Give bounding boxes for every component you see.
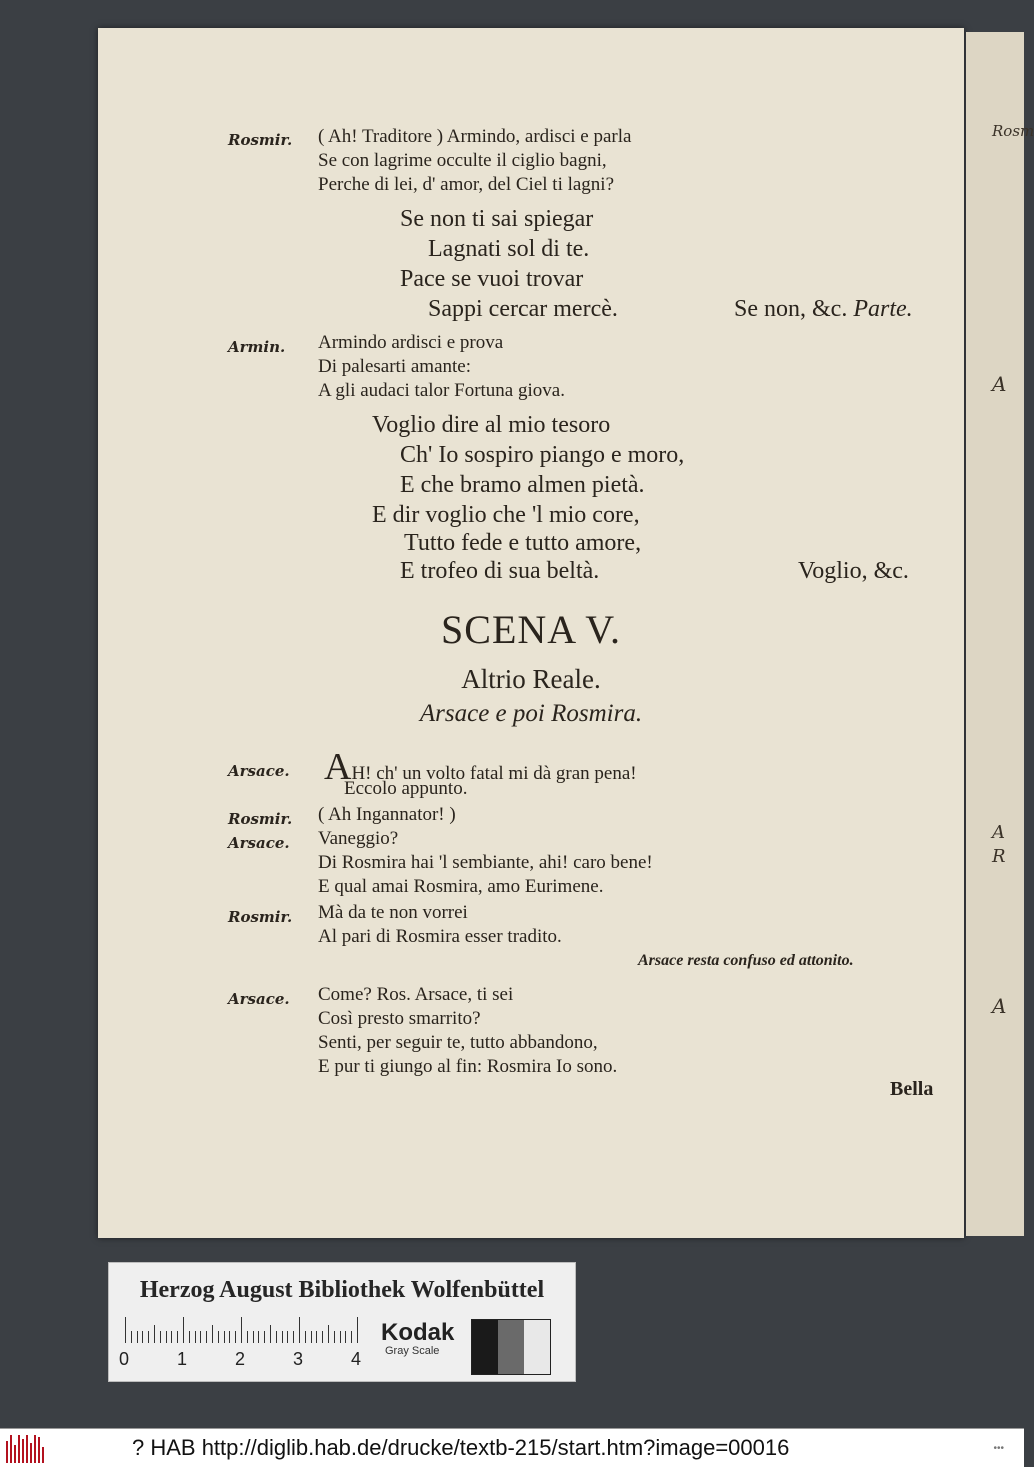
verse-line: Armindo ardisci e prova: [318, 332, 504, 353]
ruler-tick: [189, 1331, 190, 1343]
ruler-tick: [171, 1331, 172, 1343]
dialogue-text: H! ch' un volto fatal mi dà gran pena!: [351, 763, 637, 784]
ruler-tick: [235, 1331, 236, 1343]
scale-number: 1: [177, 1349, 188, 1369]
dialogue-line: Così presto smarrito?: [318, 1008, 481, 1029]
ruler-tick: [305, 1331, 306, 1343]
ruler-tick: [351, 1331, 352, 1343]
ruler-tick: [357, 1317, 358, 1343]
library-name: Herzog August Bibliothek Wolfenbüttel: [139, 1277, 545, 1303]
viewer-footer: [0, 1428, 1024, 1467]
ruler-tick: [270, 1325, 271, 1343]
aria-line: E dir voglio che 'l mio core,: [372, 502, 640, 528]
hab-logo-icon[interactable]: [6, 1433, 46, 1463]
verse-line: ( Ah! Traditore ) Armindo, ardisci e parla: [318, 126, 632, 147]
kodak-logo: Kodak: [381, 1319, 455, 1346]
aria-line: Ch' Io sospiro piango e moro,: [400, 442, 685, 468]
dialogue-line: Come? Ros. Arsace, ti sei: [318, 984, 514, 1005]
ruler-tick: [212, 1325, 213, 1343]
speaker-label: Rosmir.: [228, 908, 293, 926]
verse-line: Se con lagrime occulte il ciglio bagni,: [318, 150, 607, 171]
adjacent-page-fragment: A: [992, 994, 1007, 1018]
scale-number: 0: [119, 1349, 130, 1369]
ruler-tick: [264, 1331, 265, 1343]
ruler-tick: [177, 1331, 178, 1343]
swatch-black: [472, 1320, 498, 1374]
ruler-tick: [200, 1331, 201, 1343]
dialogue-line: Di Rosmira hai 'l sembiante, ahi! caro bene!: [318, 852, 653, 873]
ruler-tick: [154, 1325, 155, 1343]
ruler-tick: [322, 1331, 323, 1343]
dialogue-line: E pur ti giungo al fin: Rosmira Io sono.: [318, 1056, 618, 1077]
ruler-tick: [125, 1317, 126, 1343]
stage-direction-exit: Parte.: [853, 296, 913, 322]
dialogue-line: Eccolo appunto.: [344, 778, 468, 799]
aria-da-capo: [734, 296, 913, 323]
ruler-tick: [276, 1331, 277, 1343]
ruler-tick: [334, 1331, 335, 1343]
ruler-tick: [195, 1331, 196, 1343]
verse-line: Di palesarti amante:: [318, 356, 471, 377]
aria-line: Sappi cercar mercè.: [428, 296, 618, 322]
color-target-card: [108, 1262, 576, 1382]
source-url[interactable]: ? HAB http://diglib.hab.de/drucke/textb-215/start.htm?image=00016: [132, 1435, 790, 1460]
ruler-tick: [142, 1331, 143, 1343]
gray-swatches: [471, 1319, 551, 1375]
stage-direction: Arsace resta confuso ed attonito.: [638, 952, 854, 969]
verse-line: A gli audaci talor Fortuna giova.: [318, 380, 565, 401]
scale-number: 2: [235, 1349, 246, 1369]
aria-line: Tutto fede e tutto amore,: [404, 530, 642, 556]
aria-line: E trofeo di sua beltà.: [400, 558, 600, 584]
ruler-tick: [218, 1331, 219, 1343]
dialogue-line: Al pari di Rosmira esser tradito.: [318, 926, 562, 947]
ruler-tick: [253, 1331, 254, 1343]
scene-persons: Arsace e poi Rosmira.: [419, 700, 643, 727]
adjacent-page-fragment: A: [992, 822, 1005, 843]
gray-scale-label: Gray Scale: [385, 1345, 440, 1357]
aria-da-capo: Voglio, &c.: [798, 558, 909, 584]
dialogue-line: Mà da te non vorrei: [318, 902, 468, 923]
adjacent-page-fragment: A: [992, 372, 1007, 396]
scene-title: SCENA V.: [441, 607, 621, 652]
dialogue-line: Senti, per seguir te, tutto abbandono,: [318, 1032, 598, 1053]
swatch-white: [524, 1320, 550, 1374]
ruler-tick: [328, 1325, 329, 1343]
adjacent-page-fragment: R: [992, 846, 1006, 867]
ruler-tick: [206, 1331, 207, 1343]
dialogue-line: E qual amai Rosmira, amo Eurimene.: [318, 876, 604, 897]
ruler-tick: [137, 1331, 138, 1343]
aria-line: Voglio dire al mio tesoro: [372, 412, 611, 438]
ruler-tick: [258, 1331, 259, 1343]
ruler-tick: [229, 1331, 230, 1343]
aria-da-capo-text: Se non, &c.: [734, 296, 848, 322]
catchword: Bella: [890, 1078, 934, 1100]
adjacent-page-edge: [966, 32, 1034, 1236]
speaker-label: Arsace.: [228, 762, 290, 780]
ruler-tick: [340, 1331, 341, 1343]
scale-number: 4: [351, 1349, 362, 1369]
ruler-tick: [293, 1331, 294, 1343]
scale-ruler: [125, 1317, 365, 1343]
aria-line: Pace se vuoi trovar: [400, 266, 584, 292]
speaker-label: Rosmir.: [228, 810, 293, 828]
aria-line: E che bramo almen pietà.: [400, 472, 645, 498]
drop-cap: A: [324, 746, 352, 788]
ruler-tick: [160, 1331, 161, 1343]
ruler-tick: [131, 1331, 132, 1343]
scale-numbers: [119, 1349, 379, 1369]
ruler-tick: [247, 1331, 248, 1343]
swatch-gray: [498, 1320, 524, 1374]
ruler-tick: [241, 1317, 242, 1343]
verse-line: Perche di lei, d' amor, del Ciel ti lagni?: [318, 174, 615, 195]
ruler-tick: [299, 1317, 300, 1343]
ruler-tick: [166, 1331, 167, 1343]
speaker-label: Rosmir.: [228, 131, 293, 149]
ruler-tick: [148, 1331, 149, 1343]
ruler-tick: [287, 1331, 288, 1343]
ruler-tick: [183, 1317, 184, 1343]
ruler-tick: [224, 1331, 225, 1343]
scene-place: Altrio Reale.: [461, 664, 601, 694]
ruler-tick: [345, 1331, 346, 1343]
speaker-label: Arsace.: [228, 834, 290, 852]
aria-line: Lagnati sol di te.: [428, 236, 590, 262]
aria-line: Se non ti sai spiegar: [400, 206, 594, 232]
ruler-tick: [282, 1331, 283, 1343]
scale-number: 3: [293, 1349, 304, 1369]
more-icon[interactable]: •••: [993, 1443, 1004, 1454]
dialogue-line: ( Ah Ingannator! ): [318, 804, 456, 825]
adjacent-page-fragment: Rosm: [992, 122, 1034, 140]
speaker-label: Armin.: [228, 338, 286, 356]
dialogue-line: Vaneggio?: [318, 828, 399, 849]
speaker-label: Arsace.: [228, 990, 290, 1008]
ruler-tick: [311, 1331, 312, 1343]
book-page: [98, 28, 964, 1238]
ruler-tick: [316, 1331, 317, 1343]
